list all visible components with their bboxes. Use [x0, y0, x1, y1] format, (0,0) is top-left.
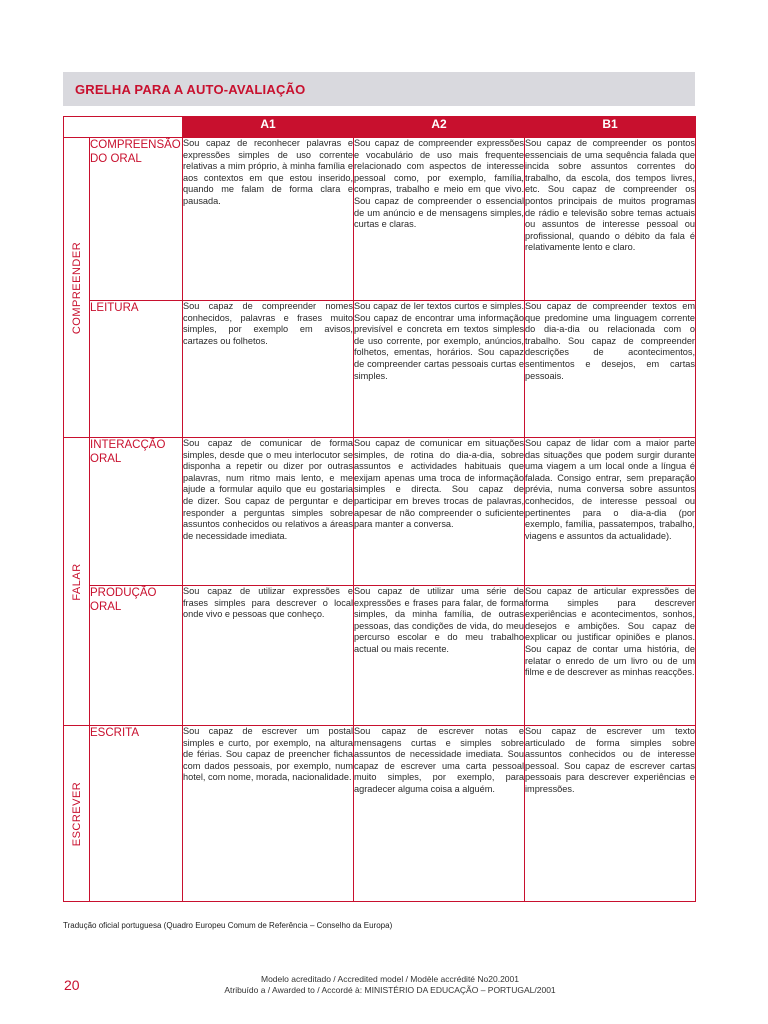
descriptor-cell: Sou capaz de comunicar em situações simples, de rotina do dia-a-dia, sobre assuntos e actividades habituais que exijam apenas uma troca de informação simples e directa. Sou capaz de participar em breves trocas de palavras, apesar de não compreender o suficiente para manter a conversa. [354, 438, 525, 586]
skill-label: ESCRITA [90, 726, 183, 902]
level-a2-header: A2 [354, 117, 525, 138]
descriptor-cell: Sou capaz de compreender expressões e vocabulário de uso mais frequente relacionado com aspectos de interesse pessoal como, por exemplo, família, compras, trabalho e meio em que vivo. Sou capaz de compreender o essencial de um anúncio e de mensagens simples, curtas e claras. [354, 138, 525, 301]
descriptor-cell: Sou capaz de articular expressões de forma simples para descrever experiências e acontecimentos, sonhos, desejos e ambições. Sou capaz de explicar ou justificar opiniões e planos. Sou capaz de contar uma história, de relatar o enredo de um livro ou de um filme e de descrever as minhas reacções. [525, 586, 696, 726]
skill-label: COMPREENSÃO DO ORAL [90, 138, 183, 301]
group-compreender [64, 138, 90, 438]
translation-footnote: Tradução oficial portuguesa (Quadro Europeu Comum de Referência – Conselho da Europa) [63, 921, 393, 930]
level-b1-header: B1 [525, 117, 696, 138]
descriptor-cell: Sou capaz de compreender textos em que predomine uma linguagem corrente do dia-a-dia ou relacionada com o trabalho. Sou capaz de compreender descrições de acontecimentos, sentimentos e desejos, em cartas pessoais. [525, 301, 696, 438]
table-row [64, 138, 696, 301]
group-label: ESCREVER [70, 781, 83, 846]
group-escrever [64, 726, 90, 902]
table-row [64, 301, 696, 438]
skill-label: INTERACÇÃO ORAL [90, 438, 183, 586]
descriptor-cell: Sou capaz de ler textos curtos e simples. Sou capaz de encontrar uma informação previsível e concreta em textos simples de uso corrente, por exemplo, anúncios, folhetos, ementas, horários. Sou capaz de compreender cartas pessoais curtas e simples. [354, 301, 525, 438]
header-blank [64, 117, 183, 138]
descriptor-cell: Sou capaz de lidar com a maior parte das situações que podem surgir durante uma viagem a um local onde a língua é falada. Consigo entrar, sem preparação prévia, numa conversa sobre assuntos conhecidos, de interesse pessoal ou pertinentes para o dia-a-dia (por exemplo, família, passatempos, trabalho, viagens e assuntos da actualidade). [525, 438, 696, 586]
level-a1-header: A1 [183, 117, 354, 138]
accreditation-line-1: Modelo acreditado / Accredited model / Modèle accrédité No20.2001 [261, 974, 519, 984]
title-bar [63, 72, 695, 106]
header-row [64, 117, 696, 138]
descriptor-cell: Sou capaz de utilizar uma série de expressões e frases para falar, de forma simples, da minha família, de outras pessoas, das condições de vida, do meu percurso escolar e do meu trabalho actual ou mais recente. [354, 586, 525, 726]
table-row [64, 726, 696, 902]
self-assessment-grid [63, 116, 696, 902]
table-row [64, 586, 696, 726]
page-title: GRELHA PARA A AUTO-AVALIAÇÃO [75, 82, 306, 97]
descriptor-cell: Sou capaz de reconhecer palavras e expressões simples de uso corrente relativas a mim próprio, à minha família e aos contextos em que estou inserido, quando me falam de forma clara e pausada. [183, 138, 354, 301]
descriptor-cell: Sou capaz de comunicar de forma simples, desde que o meu interlocutor se disponha a repetir ou dizer por outras palavras, num ritmo mais lento, e me ajude a formular aquilo que eu gostaria de dizer. Sou capaz de perguntar e de responder a perguntas simples sobre assuntos conhecidos ou relativos a áreas de necessidade imediata. [183, 438, 354, 586]
descriptor-cell: Sou capaz de utilizar expressões e frases simples para descrever o local onde vivo e pessoas que conheço. [183, 586, 354, 726]
descriptor-cell: Sou capaz de escrever um texto articulado de forma simples sobre assuntos conhecidos ou de interesse pessoal. Sou capaz de escrever cartas pessoais para descrever experiências e impressões. [525, 726, 696, 902]
accreditation-line-2: Atribuído a / Awarded to / Accordé à: MINISTÉRIO DA EDUCAÇÃO – PORTUGAL/2001 [224, 985, 556, 995]
skill-label: PRODUÇÃO ORAL [90, 586, 183, 726]
descriptor-cell: Sou capaz de escrever um postal simples e curto, por exemplo, na altura de férias. Sou capaz de preencher ficha com dados pessoais, por exemplo, num hotel, com nome, morada, nacionalidade. [183, 726, 354, 902]
group-falar [64, 438, 90, 726]
group-label: FALAR [70, 562, 83, 601]
skill-label: LEITURA [90, 301, 183, 438]
descriptor-cell: Sou capaz de escrever notas e mensagens curtas e simples sobre assuntos de necessidade imediata. Sou capaz de escrever uma carta pessoal muito simples, por exemplo, para agradecer alguma coisa a alguém. [354, 726, 525, 902]
table-row [64, 438, 696, 586]
descriptor-cell: Sou capaz de compreender nomes conhecidos, palavras e frases muito simples, por exemplo em avisos, cartazes ou folhetos. [183, 301, 354, 438]
descriptor-cell: Sou capaz de compreender os pontos essenciais de uma sequência falada que incida sobre assuntos correntes do trabalho, da escola, dos tempos livres, etc. Sou capaz de compreender os pontos principais de muitos programas de rádio e televisão sobre temas actuais ou assuntos de interesse pessoal ou profissional, quando o débito da fala é relativamente lento e claro. [525, 138, 696, 301]
group-label: COMPREENDER [70, 241, 83, 334]
page-number: 20 [64, 977, 80, 993]
